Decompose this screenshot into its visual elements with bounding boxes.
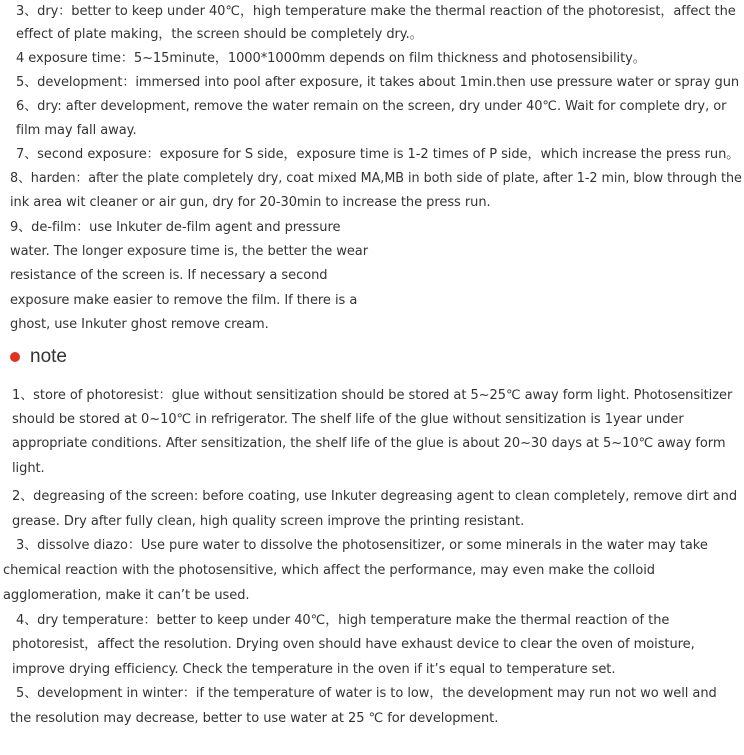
bullet-dot-icon [10,352,20,362]
process-step-9-line-3: resistance of the screen is. If necessary a second [10,268,328,283]
note-1-line-4: light. [12,461,45,476]
note-4-line-2: photoresist，affect the resolution. Drying oven should have exhaust device to clear the oven of moisture, [12,637,695,652]
process-step-6-line-2: film may fall away. [16,123,137,138]
process-step-9-line-2: water. The longer exposure time is, the better the wear [10,244,369,259]
note-1-line-1: 1、store of photoresist：glue without sensitization should be stored at 5~25℃ away form light. Photosensitizer [12,388,733,403]
process-step-9-line-1: 9、de-film：use Inkuter de-film agent and pressure [10,220,341,235]
note-2-line-2: grease. Dry after fully clean, high quality screen improve the printing resistant. [12,514,525,529]
note-3-line-2: chemical reaction with the photosensitive, which affect the performance, may even make the colloid [3,563,655,578]
process-step-9-line-5: ghost, use Inkuter ghost remove cream. [10,317,269,332]
note-5-line-1: 5、development in winter：if the temperature of water is to low，the development may run not wo well and [16,686,717,701]
note-3-line-3: agglomeration, make it can’t be used. [3,588,250,603]
process-step-8-line-1: 8、harden：after the plate completely dry, coat mixed MA,MB in both side of plate, after 1-2 min, blow through the [10,171,742,186]
process-step-6-line-1: 6、dry: after development, remove the water remain on the screen, dry under 40℃. Wait for complete dry, or [16,99,727,114]
note-4-line-3: improve drying efficiency. Check the temperature in the oven if it’s equal to temperature set. [12,662,616,677]
note-5-line-2: the resolution may decrease, better to use water at 25 ℃ for development. [10,711,499,726]
process-step-4: 4 exposure time：5~15minute，1000*1000mm depends on film thickness and photosensibility。 [16,51,646,66]
note-3-line-1: 3、dissolve diazo：Use pure water to dissolve the photosensitizer, or some minerals in the water may take [16,538,708,553]
process-step-8-line-2: ink area wit cleaner or air gun, dry for 20-30min to increase the press run. [10,195,491,210]
note-2-line-1: 2、degreasing of the screen: before coating, use Inkuter degreasing agent to clean completely, remove dirt and [12,489,738,504]
note-1-line-2: should be stored at 0~10℃ in refrigerator. The shelf life of the glue without sensitization is 1year under [12,412,684,427]
note-title: note [30,346,67,367]
process-step-3-line-1: 3、dry：better to keep under 40℃，high temperature make the thermal reaction of the photoresist，affect the [16,4,736,19]
process-step-9-line-4: exposure make easier to remove the film. If there is a [10,293,358,308]
process-step-3-line-2: effect of plate making，the screen should be completely dry.。 [16,27,423,42]
process-step-7: 7、second exposure：exposure for S side，exposure time is 1-2 times of P side，which increase the press run。 [16,147,740,162]
note-1-line-3: appropriate conditions. After sensitization, the shelf life of the glue is about 20~30 days at 5~10℃ away form [12,436,726,451]
note-heading [10,345,67,369]
process-step-5: 5、development：immersed into pool after exposure, it takes about 1min.then use pressure water or spray gun [16,75,740,90]
note-4-line-1: 4、dry temperature：better to keep under 40℃，high temperature make the thermal reaction of the [16,613,670,628]
